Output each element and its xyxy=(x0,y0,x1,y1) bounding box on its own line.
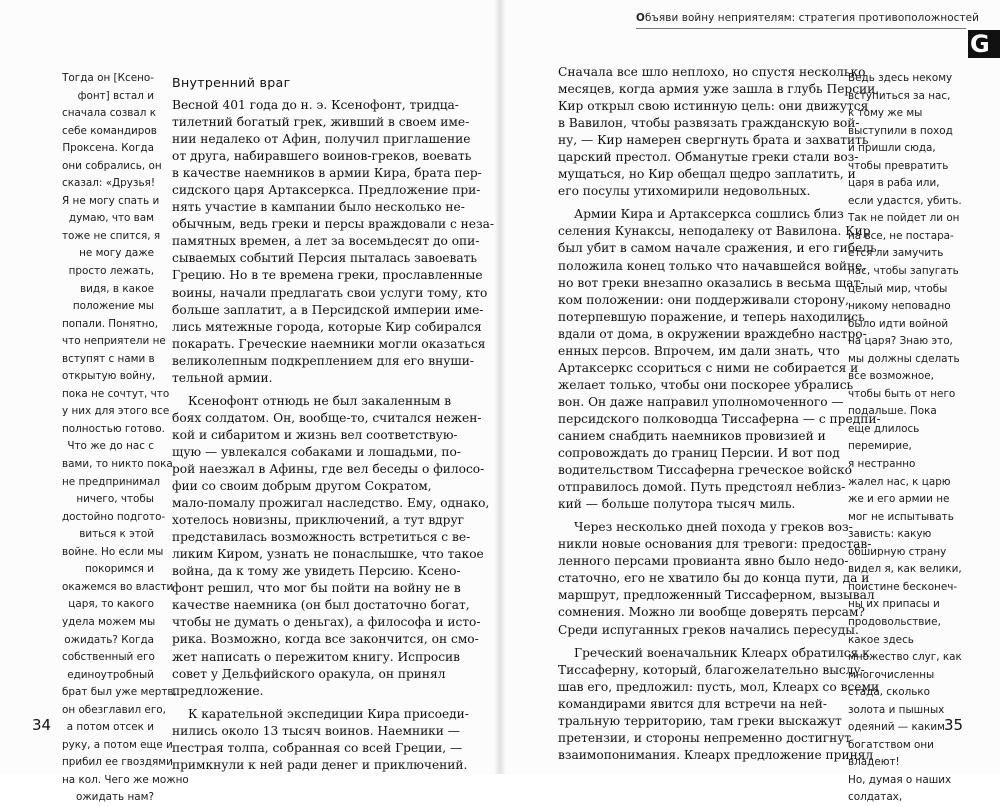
margin-quote-line: чтобы превратить xyxy=(848,159,949,172)
margin-quote-line: положение мы xyxy=(72,300,154,313)
page-number-right: 35 xyxy=(944,716,964,734)
body-text-line: тельной армии. xyxy=(172,370,273,385)
margin-quote-line: что неприятели не xyxy=(62,335,166,348)
margin-quote-line: не могу даже xyxy=(79,247,154,260)
body-text-line: качестве наемника (он был достаточно богат, xyxy=(172,598,470,613)
margin-quote-line: подальше. Пока xyxy=(848,405,937,418)
margin-quote-line: сказал: «Друзья! xyxy=(62,177,155,190)
margin-quote-line: жалел нас, к царю xyxy=(848,475,951,488)
left-main-column xyxy=(172,74,495,774)
margin-quote-line: вступиться за нас, xyxy=(848,89,951,102)
margin-quote-line: на все, не постара- xyxy=(848,229,954,242)
margin-quote-line: царя, то какого xyxy=(68,598,154,611)
body-text-line: Армии Кира и Артаксеркса сошлись близ xyxy=(574,207,844,222)
margin-quote-line: думаю, что вам xyxy=(68,212,154,225)
body-text-line: вдали от дома, в окружении враждебно настро- xyxy=(558,326,867,341)
body-text-line: Весной 401 года до н. э. Ксенофонт, тридца- xyxy=(172,98,459,112)
body-text-line: памятных времен, а лет за восемьдесят до опи- xyxy=(172,234,480,249)
body-text-line: месяцев, когда армия уже зашла в глубь Персии, xyxy=(558,82,880,97)
body-text-line: К карательной экспедиции Кира присоеди- xyxy=(188,706,469,721)
margin-quote-line: владеют! xyxy=(848,756,900,769)
body-text-line: рика. Возможно, когда все закончится, он смо- xyxy=(172,632,479,647)
body-text-line: лись мятежные города, которые Кир собирался xyxy=(172,319,482,334)
body-text-line: сопровождать до границ Персии. И вот под xyxy=(558,446,840,461)
body-text-line: никли новые основания для тревоги: предостав- xyxy=(558,537,872,552)
body-text-line: Ксенофонт отнюдь не был закаленным в xyxy=(188,393,452,408)
margin-quote-line: Я не могу спать и xyxy=(62,194,160,207)
margin-quote-line: а потом отсек и xyxy=(66,721,154,734)
margin-quote-line: царя в раба или, xyxy=(848,177,940,190)
body-text-line: Через несколько дней похода у греков воз- xyxy=(574,520,853,535)
margin-quote-line: Так не пойдет ли он xyxy=(848,212,960,225)
chapter-tab-mark: G xyxy=(968,30,1000,58)
body-text-line: сываемых событий Персия пыталась завоевать xyxy=(172,251,478,266)
margin-quote-line: стада, сколько xyxy=(848,686,931,699)
body-text-line: енных персов. Впрочем, им дали знать, что xyxy=(558,343,840,358)
left-main-text xyxy=(172,97,495,774)
body-text-line: сидского царя Артаксеркса. Предложение при- xyxy=(172,183,481,198)
margin-quote-line: нас, чтобы запугать xyxy=(848,265,959,278)
body-text-line: примкнули к ней ради денег и приключений. xyxy=(172,757,468,772)
margin-quote-line: просто лежать, xyxy=(68,265,154,278)
margin-quote-line: пока не сочтут, что xyxy=(62,387,170,400)
body-text-line: санием снабдить наемников провизией и xyxy=(558,428,826,443)
margin-quote-line: ется ли замучить xyxy=(848,247,944,260)
section-heading: Внутренний враг xyxy=(172,75,291,90)
body-text-line: великолепным подкреплением для его внуши- xyxy=(172,353,474,368)
margin-quote-line: обширную страну xyxy=(848,545,947,558)
body-text-line: в Вавилон, чтобы развязать гражданскую вой- xyxy=(558,116,860,131)
body-text-line: командирами явится для встречи на ней- xyxy=(558,696,827,711)
margin-quote-line: они собрались, он xyxy=(62,159,162,172)
margin-quote-line: на царя? Знаю это, xyxy=(848,335,953,348)
margin-quote-line: войне. Но если мы xyxy=(62,545,164,558)
margin-quote-line: перемирие, xyxy=(848,440,912,453)
running-head-lead: О xyxy=(636,12,645,24)
body-text-line: покарать. Греческие наемники могли оказаться xyxy=(172,336,486,351)
body-text-line: фии со своим добрым другом Сократом, xyxy=(172,479,432,494)
margin-quote-line: тоже не спится, я xyxy=(62,229,161,242)
margin-quote-line: прибил ее гвоздями xyxy=(62,756,173,769)
body-text-line: Грецию. Но в те времена греки, прославленные xyxy=(172,268,483,283)
body-text-line: щую — увлекался собаками и лошадьми, по- xyxy=(172,444,461,459)
body-text-line: пестрая толпа, собранная со всей Греции, — xyxy=(172,740,463,755)
margin-quote-line: достойно подгото- xyxy=(62,510,166,523)
body-text-line: сомнения. Можно ли вообще доверять персам? xyxy=(558,605,865,620)
margin-quote-line: он обезглавил его, xyxy=(62,703,166,716)
body-text-line: Тиссаферну, который, благожелательно выслу- xyxy=(558,662,865,677)
body-text-line: кий — больше полутора тысяч миль. xyxy=(558,497,796,512)
body-text-line: тилетний богатый грек, живший в своем име- xyxy=(172,115,470,130)
body-text-line: Сначала все шло неплохо, но спустя несколько xyxy=(558,65,866,79)
body-text-line: нились около 13 тысяч воинов. Наемники — xyxy=(172,723,460,738)
body-text-line: отправилось домой. Путь предстоял неблиз- xyxy=(558,480,846,495)
margin-quote-line: я нестранно xyxy=(848,458,916,471)
margin-quote-line: открытую войну, xyxy=(62,370,156,383)
margin-quote-line: видя, в какое xyxy=(79,282,154,295)
margin-quote-line: зависть: какую xyxy=(848,528,932,541)
margin-quote-line: Проксена. Когда xyxy=(62,142,154,155)
margin-quote-line: Ведь здесь некому xyxy=(848,72,953,84)
margin-quote-line: у них для этого все xyxy=(62,405,170,418)
body-text-line: мало-помалу прожигал наследство. Ему, однако, xyxy=(172,496,490,511)
body-text-line: нять участие в кампании было несколько не- xyxy=(172,200,465,215)
margin-quote-line: ничего, чтобы xyxy=(76,493,154,506)
body-text-line: водительством Тиссаферна греческое войско xyxy=(558,463,852,478)
body-text-line: шав его, предложил: пусть, мол, Клеарх со всеми xyxy=(558,679,880,694)
margin-quote-line: сначала созвал к xyxy=(62,107,156,120)
body-text-line: нии недалеко от Афин, получил приглашение xyxy=(172,132,471,147)
book-gutter xyxy=(494,0,506,774)
body-text-line: вон. Он даже направил уполномоченного — xyxy=(558,394,844,409)
margin-quote-line: Но, думая о наших xyxy=(848,773,952,786)
margin-quote-line: же и его армии не xyxy=(848,493,950,506)
body-text-line: воины, начали предлагать свои услуги тому, кто xyxy=(172,285,488,300)
margin-quote-line: было идти войной xyxy=(848,317,949,330)
margin-quote-line: вами, то никто пока xyxy=(62,458,173,471)
running-head-rule xyxy=(636,28,966,29)
running-head-text: бъяви войну неприятелям: стратегия противоположностей xyxy=(644,12,979,24)
body-text-line: положила конец только что начавшейся войне, xyxy=(558,258,867,273)
margin-quote-line: ны их припасы и xyxy=(848,598,940,611)
body-text-line: от друга, набиравшего воинов-греков, воевать xyxy=(172,149,472,164)
margin-quote-line: себе командиров xyxy=(62,124,157,137)
body-text-line: Греческий военачальник Клеарх обратился к xyxy=(574,645,870,660)
body-text-line: кой и сибаритом и жизнь вел соответствую- xyxy=(172,427,458,442)
body-text-line: потерпевшую поражение, и теперь находились xyxy=(558,309,865,324)
margin-quote-line: удела можем мы xyxy=(62,615,156,628)
body-text-line: Артаксеркс ссориться с ними не собирается и xyxy=(558,360,859,375)
margin-quote-line: Что же до нас с xyxy=(67,440,154,453)
margin-quote-line: выступили в поход xyxy=(848,124,953,137)
margin-quote-line: попали. Понятно, xyxy=(62,317,159,330)
margin-quote-line: видел я, как велики, xyxy=(848,563,962,576)
margin-quote-line: полностью готово. xyxy=(62,422,165,435)
body-text-line: хотелось новизны, приключений, а тут вдруг xyxy=(172,513,465,528)
body-text-line: царский престол. Обманутые греки стали воз- xyxy=(558,150,859,165)
page-number-left: 34 xyxy=(32,716,52,734)
body-text-line: больше заплатит, а в Персидской империи име- xyxy=(172,302,484,317)
margin-quote-line: к тому же мы xyxy=(848,107,923,120)
body-text-line: предложение. xyxy=(172,683,264,698)
body-text-line: селения Кунаксы, неподалеку от Вавилона. Кир xyxy=(558,224,871,239)
margin-quote-line: руку, а потом еще и xyxy=(62,738,173,751)
running-head xyxy=(636,12,979,24)
body-text-line: желает только, чтобы они поскорее убрались xyxy=(558,377,854,392)
body-text-line: персидского полководца Тиссаферна — с предпи- xyxy=(558,411,881,426)
margin-quote-line: богатством они xyxy=(848,738,934,751)
body-text-line: в качестве наемников в армии Кира, брата пер- xyxy=(172,166,482,181)
body-text-line: рой наезжал в Афины, где вел беседы о филосо- xyxy=(172,461,485,476)
margin-quote-line: мог не испытывать xyxy=(848,510,954,523)
margin-quote-line: поистине бесконеч- xyxy=(848,580,958,593)
margin-quote-line: на кол. Чего же можно xyxy=(62,773,189,786)
body-text-line: ликим Киром, узнать не понаслышке, что такое xyxy=(172,547,484,562)
margin-quote-line: не предпринимал xyxy=(62,475,160,488)
body-text-line: война, да к тому же увидеть Персию. Ксено- xyxy=(172,564,461,579)
body-text-line: претензии, и стороны непременно достигнут xyxy=(558,730,852,745)
body-text-line: чтобы не думать о деньгах), а философа и исто- xyxy=(172,615,481,630)
margin-quote-line: окажемся во власти xyxy=(62,580,174,593)
margin-quote-line: ожидать нам? xyxy=(75,791,154,804)
body-text-line: взаимопонимания. Клеарх предложение принял xyxy=(558,747,874,762)
left-margin-quote xyxy=(62,70,189,807)
margin-quote-line: если удастся, убить. xyxy=(848,194,962,207)
margin-quote-line: покоримся и xyxy=(85,563,154,576)
body-text-line: Среди испуганных греков начались пересуды. xyxy=(558,622,859,637)
margin-quote-line: брат был уже мертв, xyxy=(62,686,177,699)
margin-quote-line: одеяний — каким xyxy=(848,721,945,734)
margin-quote-line: еще длилось xyxy=(848,422,920,435)
body-text-line: представилась возможность встретиться с ве- xyxy=(172,530,471,545)
margin-quote-line: солдатах, xyxy=(848,791,903,804)
margin-quote-line: множество слуг, как xyxy=(848,651,962,664)
body-text-line: тральную территорию, там греки выскажут xyxy=(558,713,842,728)
margin-quote-line: единоутробный xyxy=(67,668,154,681)
body-text-line: ленного персами провианта явно было недо- xyxy=(558,554,849,569)
margin-quote-line: все возможное, xyxy=(848,370,934,383)
body-text-line: но вот греки внезапно оказались в весьма щат- xyxy=(558,275,865,290)
margin-quote-line: собственный его xyxy=(62,651,155,664)
margin-quote-line: и пришли сюда, xyxy=(848,142,936,155)
body-text-line: жет написать о пережитом книгу. Испросив xyxy=(172,649,461,664)
margin-quote-line: ожидать? Когда xyxy=(64,633,154,646)
margin-quote-line: целый мир, чтобы xyxy=(848,282,948,295)
right-margin-quote xyxy=(848,70,986,807)
margin-quote-line: вступят с нами в xyxy=(62,352,155,365)
body-text-line: мущаться, но Кир обещал щедро заплатить, и xyxy=(558,167,856,182)
margin-quote-line: никому неповадно xyxy=(848,300,951,313)
body-text-line: его посулы утихомирили недовольных. xyxy=(558,184,811,199)
margin-quote-line: чтобы быть от него xyxy=(848,387,956,400)
margin-quote-line: Тогда он [Ксено- xyxy=(62,72,154,84)
margin-quote-line: виться к этой xyxy=(79,528,154,541)
body-text-line: совет у Дельфийского оракула, он принял xyxy=(172,666,446,681)
margin-quote-line: мы должны сделать xyxy=(848,352,960,365)
margin-quote-line: продовольствие, xyxy=(848,615,941,628)
body-text-line: статочно, его не хватило бы до конца пути, да и xyxy=(558,571,870,586)
body-text-line: был убит в самом начале сражения, и его гибель xyxy=(558,241,877,256)
body-text-line: Кир открыл свою истинную цель: они движутся xyxy=(558,99,869,114)
margin-quote-line: фонт] встал и xyxy=(77,89,154,102)
body-text-line: ну, — Кир намерен свергнуть брата и захватить xyxy=(558,133,869,148)
body-text-line: фонт решил, что мог бы пойти на войну не в xyxy=(172,581,461,596)
margin-quote-line: многочисленны xyxy=(848,668,935,681)
body-text-line: обычным, ведь греки и персы враждовали с неза- xyxy=(172,217,495,232)
margin-quote-line: золота и пышных xyxy=(848,703,945,716)
body-text-line: боях солдатом. Он, вообще-то, считался нежен- xyxy=(172,410,482,425)
body-text-line: маршрут, предложенный Тиссаферном, вызывал xyxy=(558,588,875,603)
margin-quote-line: какое здесь xyxy=(848,633,914,646)
body-text-line: ком положении: они поддерживали сторону, xyxy=(558,292,849,307)
